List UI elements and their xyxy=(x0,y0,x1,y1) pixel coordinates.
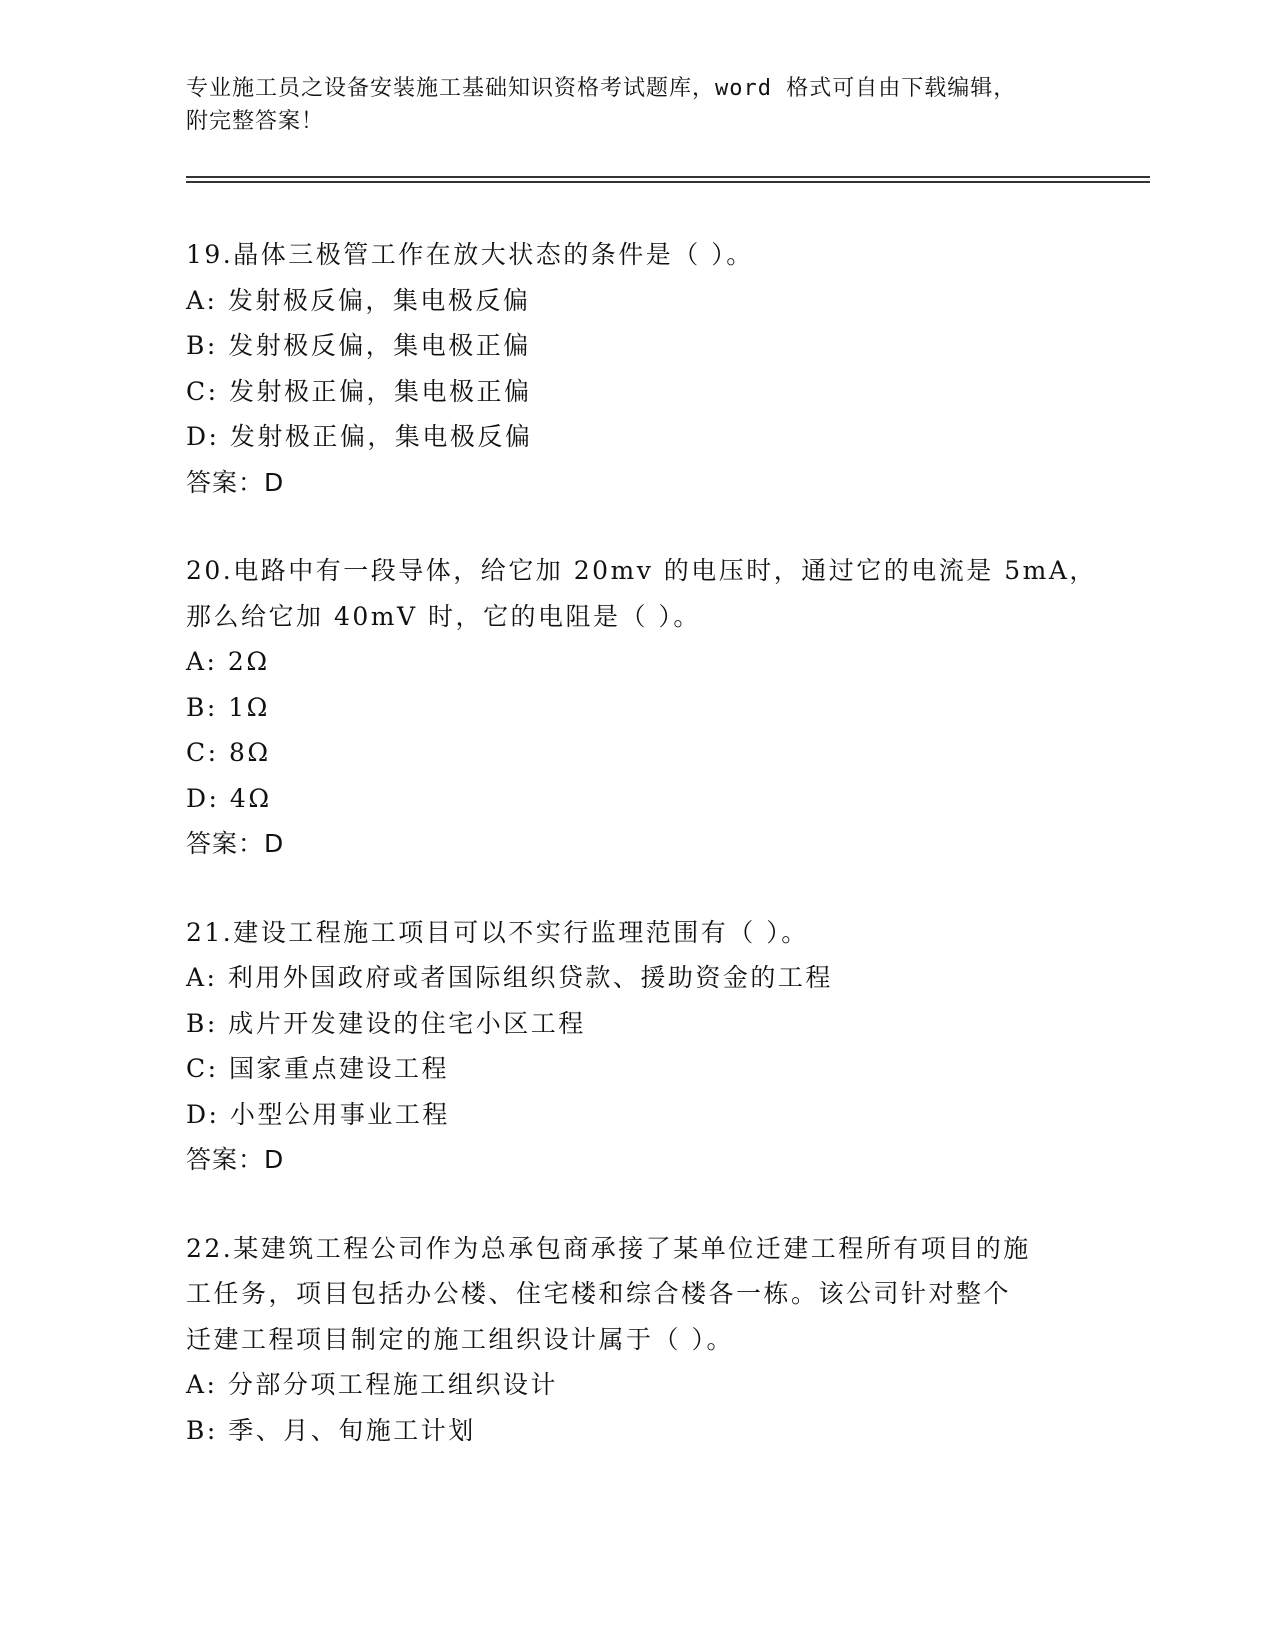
option-a: A: 利用外国政府或者国际组织贷款、援助资金的工程 xyxy=(186,963,833,992)
question-stem: 21.建设工程施工项目可以不实行监理范围有（ ）。 xyxy=(186,917,809,947)
answer: 答案：D xyxy=(186,467,285,497)
header-line-2: 附完整答案！ xyxy=(186,109,325,134)
document-header xyxy=(186,72,1066,138)
option-c: C: 发射极正偏，集电极正偏 xyxy=(186,376,532,406)
header-rule-bottom xyxy=(186,181,1150,183)
option-c: C: 8Ω xyxy=(186,738,271,767)
option-d: D: 小型公用事业工程 xyxy=(186,1099,450,1129)
question-stem-continued: 那么给它加 40mV 时，它的电阻是（ ）。 xyxy=(186,601,701,631)
question-stem: 22.某建筑工程公司作为总承包商承接了某单位迁建工程所有项目的施 xyxy=(186,1233,1031,1263)
option-b: B: 季、月、旬施工计划 xyxy=(186,1415,476,1445)
option-b: B: 成片开发建设的住宅小区工程 xyxy=(186,1008,586,1038)
option-a: A: 分部分项工程施工组织设计 xyxy=(186,1370,558,1399)
question-stem-continued: 工任务，项目包括办公楼、住宅楼和综合楼各一栋。该公司针对整个 xyxy=(186,1279,1012,1308)
answer: 答案：D xyxy=(186,1145,285,1174)
question-stem: 20.电路中有一段导体，给它加 20mv 的电压时，通过它的电流是 5mA， xyxy=(186,556,1097,585)
question-list xyxy=(186,232,1097,1496)
option-a: A: 发射极反偏，集电极反偏 xyxy=(186,285,531,315)
header-line-1: 专业施工员之设备安装施工基础知识资格考试题库，word 格式可自由下载编辑， xyxy=(186,76,1017,101)
question-21 xyxy=(186,910,1086,1183)
question-22 xyxy=(186,1226,1086,1454)
option-d: D: 4Ω xyxy=(186,783,272,813)
question-stem-continued: 迁建工程项目制定的施工组织设计属于（ ）。 xyxy=(186,1324,734,1354)
answer: 答案：D xyxy=(186,829,285,858)
option-b: B: 1Ω xyxy=(186,692,270,722)
option-d: D: 发射极正偏，集电极反偏 xyxy=(186,422,533,451)
question-19 xyxy=(186,232,1086,505)
option-c: C: 国家重点建设工程 xyxy=(186,1054,449,1083)
question-20 xyxy=(186,548,1097,867)
header-rule-top xyxy=(186,176,1150,178)
option-b: B: 发射极反偏，集电极正偏 xyxy=(186,331,531,360)
question-stem: 19.晶体三极管工作在放大状态的条件是（ ）。 xyxy=(186,240,754,269)
option-a: A: 2Ω xyxy=(186,647,270,676)
